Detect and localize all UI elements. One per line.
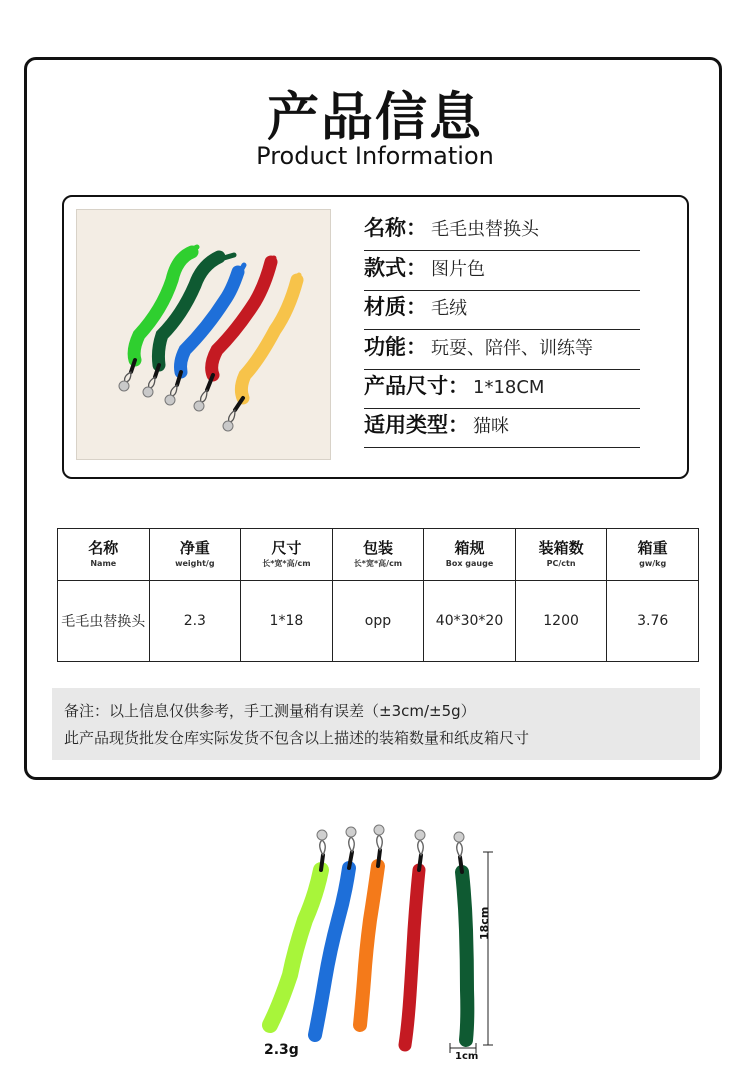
spec-value: 猫咪 xyxy=(473,416,509,437)
spec-row-style xyxy=(364,252,640,291)
table-header-cell xyxy=(241,529,333,581)
spec-value: 毛毛虫替换头 xyxy=(431,219,539,240)
product-photo xyxy=(76,209,331,460)
spec-key: 款式 xyxy=(364,256,406,280)
spec-key: 功能 xyxy=(364,335,406,359)
spec-key: 名称 xyxy=(364,216,406,240)
table-header-cell xyxy=(515,529,607,581)
header-en: 长*宽*高/cm xyxy=(262,559,311,568)
spec-key: 材质 xyxy=(364,295,406,319)
header-cn: 箱规 xyxy=(454,539,485,557)
width-label: 1cm xyxy=(455,1051,479,1062)
table-cell-name: 毛毛虫替换头 xyxy=(58,581,150,662)
header-cn: 箱重 xyxy=(637,539,668,557)
spec-colon: ： xyxy=(448,374,469,398)
caterpillar-photo-illustration xyxy=(77,210,330,459)
header-cn: 包装 xyxy=(362,539,393,557)
header-en: gw/kg xyxy=(639,559,667,568)
page-subtitle: Product Information xyxy=(256,142,494,170)
header-cn: 装箱数 xyxy=(538,539,584,557)
table-header-cell xyxy=(607,529,699,581)
table-cell-pcs-per-carton: 1200 xyxy=(515,581,607,662)
caterpillar-size-figure xyxy=(0,800,750,1069)
spec-colon: ： xyxy=(406,256,427,280)
header-cn: 净重 xyxy=(179,539,210,557)
table-cell-weight: 2.3 xyxy=(149,581,241,662)
table-cell-box-weight: 3.76 xyxy=(607,581,699,662)
spec-row-target xyxy=(364,409,640,448)
table-header-cell xyxy=(149,529,241,581)
header-en: 长*宽*高/cm xyxy=(353,559,403,568)
table-header-cell xyxy=(58,529,150,581)
note-box xyxy=(52,688,700,760)
product-table xyxy=(57,528,699,662)
page-title: 产品信息 xyxy=(266,88,483,148)
header-cn: 名称 xyxy=(88,539,119,557)
spec-colon: ： xyxy=(448,413,469,437)
spec-value: 玩耍、陪伴、训练等 xyxy=(431,338,593,359)
table-cell-box-gauge: 40*30*20 xyxy=(424,581,516,662)
spec-row-name xyxy=(364,212,640,251)
header-en: weight/g xyxy=(175,559,215,568)
spec-value: 毛绒 xyxy=(431,298,467,319)
weight-label: 2.3g xyxy=(264,1042,299,1058)
spec-key: 产品尺寸 xyxy=(364,374,448,398)
spec-colon: ： xyxy=(406,335,427,359)
spec-value: 1*18CM xyxy=(473,377,545,398)
length-label: 18cm xyxy=(478,906,491,940)
header-cn: 尺寸 xyxy=(271,539,302,557)
table-cell-size: 1*18 xyxy=(241,581,333,662)
table-header-cell xyxy=(424,529,516,581)
header-en: Name xyxy=(90,559,117,568)
spec-key: 适用类型 xyxy=(364,413,448,437)
spec-row-size xyxy=(364,370,640,409)
header-en: PC/ctn xyxy=(546,559,576,568)
spec-colon: ： xyxy=(406,295,427,319)
spec-row-function xyxy=(364,331,640,370)
note-line-1: 备注：以上信息仅供参考，手工测量稍有误差（±3cm/±5g） xyxy=(64,702,476,720)
note-line-2: 此产品现货批发仓库实际发货不包含以上描述的装箱数量和纸皮箱尺寸 xyxy=(64,729,530,747)
spec-row-material xyxy=(364,291,640,330)
spec-value: 图片色 xyxy=(431,259,485,280)
spec-colon: ： xyxy=(406,216,427,240)
table-cell-package: opp xyxy=(332,581,424,662)
table-header-row xyxy=(58,529,699,581)
header-en: Box gauge xyxy=(445,559,494,568)
table-header-cell xyxy=(332,529,424,581)
table-row xyxy=(58,581,699,662)
